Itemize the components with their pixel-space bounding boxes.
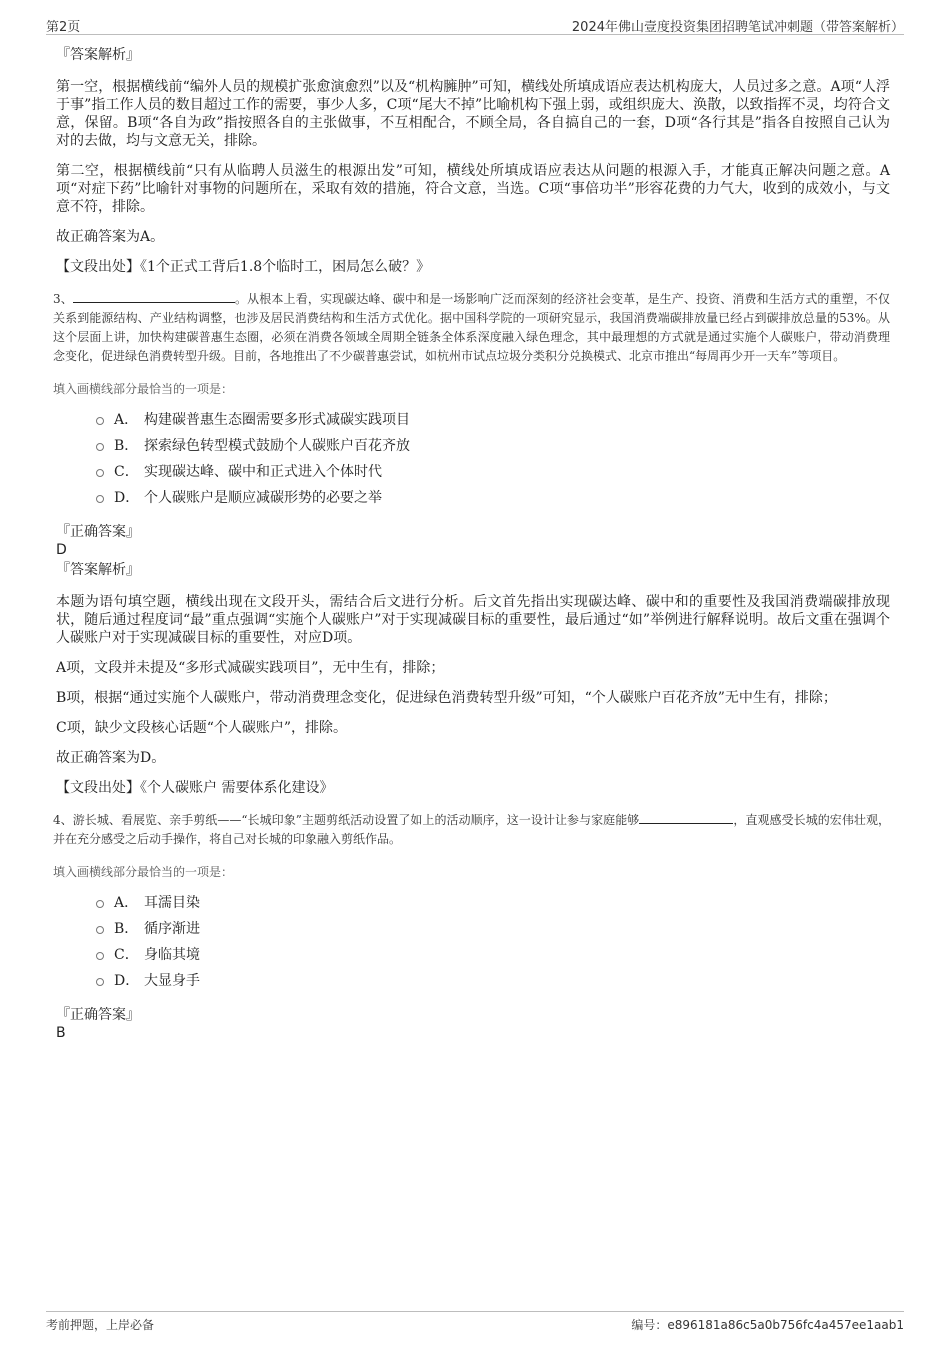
question-3-analysis-2: A项，文段并未提及“多形式减碳实践项目”，无中生有，排除； <box>56 660 445 676</box>
page-footer <box>46 1311 904 1334</box>
question-4-text-after: ，直观感受长城的宏伟壮观，并在充分感受之后动手操作，将自己对长城的印象融入剪纸作品。 <box>53 813 890 846</box>
radio-icon[interactable] <box>96 978 104 986</box>
radio-icon[interactable] <box>96 417 104 425</box>
question-3-analysis-4: C项，缺少文段核心话题“个人碳账户”，排除。 <box>56 720 348 736</box>
question-4-instruction: 填入画横线部分最恰当的一项是： <box>53 865 234 879</box>
question-3-answer-tag: 『正确答案』 <box>56 524 140 540</box>
footer-slogan: 考前押题，上岸必备 <box>46 1318 155 1332</box>
radio-icon[interactable] <box>96 926 104 934</box>
question-4-number: 4、 <box>53 813 73 827</box>
question-4-options <box>96 894 890 998</box>
question-3-analysis-3: B项，根据“通过实施个人碳账户，带动消费理念变化，促进绿色消费转型升级”可知，“个人碳账户百花齐放”无中生有，排除； <box>56 690 837 706</box>
question-3-number: 3、 <box>53 292 73 306</box>
footer-code-label: 编号： <box>631 1318 668 1332</box>
question-3-option-c[interactable]: C． 实现碳达峰、碳中和正式进入个体时代 <box>96 463 890 489</box>
question-3-analysis-tag: 『答案解析』 <box>56 562 140 578</box>
document-title: 2024年佛山壹度投资集团招聘笔试冲刺题（带答案解析） <box>571 20 904 35</box>
question-3-answer: D <box>56 542 67 558</box>
question-3-option-a[interactable]: A． 构建碳普惠生态圈需要多形式减碳实践项目 <box>96 411 890 437</box>
question-3-option-d[interactable]: D． 个人碳账户是顺应减碳形势的必要之举 <box>96 489 890 515</box>
question-3-blank <box>73 290 235 303</box>
radio-icon[interactable] <box>96 900 104 908</box>
question-4-option-a[interactable]: A． 耳濡目染 <box>96 894 890 920</box>
radio-icon[interactable] <box>96 443 104 451</box>
footer-code-value: e896181a86c5a0b756fc4a457ee1aab1 <box>667 1318 904 1332</box>
prev-analysis-paragraph-3: 故正确答案为A。 <box>56 229 165 245</box>
prev-source: 【文段出处】《1个正式工背后1.8个临时工，困局怎么破？》 <box>56 259 431 275</box>
question-4-answer-tag: 『正确答案』 <box>56 1007 140 1023</box>
prev-analysis-paragraph-1: 第一空，根据横线前“编外人员的规模扩张愈演愈烈”以及“机构臃肿”可知，横线处所填成语应表达机构庞大，人员过多之意。A项“人浮于事”指工作人员的数目超过工作的需要，事少人多，C项“尾大不掉”比喻机构下强上弱，或组织庞大、涣散，以致指挥不灵，均符合文意，保留。B项“各自为政”指按照各自的主张做事，不互相配合，不顾全局，各自搞自己的一套，D项“各行其是”指各自按照自己认为对的去做，均与文意无关，排除。 <box>56 79 890 149</box>
prev-analysis-tag: 『答案解析』 <box>56 47 140 63</box>
page-content <box>53 46 890 1044</box>
question-4-blank <box>639 811 733 824</box>
question-3-instruction: 填入画横线部分最恰当的一项是： <box>53 382 234 396</box>
question-4-option-d[interactable]: D． 大显身手 <box>96 972 890 998</box>
question-3-source: 【文段出处】《个人碳账户 需要体系化建设》 <box>56 780 334 796</box>
page-header <box>46 14 904 35</box>
question-3-analysis-1: 本题为语句填空题，横线出现在文段开头，需结合后文进行分析。后文首先指出实现碳达峰、碳中和的重要性及我国消费端碳排放现状，随后通过程度词“最”重点强调“实施个人碳账户”对于实现减碳目标的重要性，最后通过“如”举例进行解释说明。故后文重在强调个人碳账户对于实现减碳目标的重要性，对应D项。 <box>56 594 890 646</box>
radio-icon[interactable] <box>96 952 104 960</box>
question-4-option-b[interactable]: B． 循序渐进 <box>96 920 890 946</box>
question-4 <box>53 811 890 849</box>
prev-analysis-paragraph-2: 第二空，根据横线前“只有从临聘人员滋生的根源出发”可知，横线处所填成语应表达从问题的根源入手，才能真正解决问题之意。A项“对症下药”比喻针对事物的问题所在，采取有效的措施，符合文意，当选。C项“事倍功半”形容花费的力气大，收到的成效小，与文意不符，排除。 <box>56 163 890 215</box>
radio-icon[interactable] <box>96 495 104 503</box>
question-3-option-b[interactable]: B． 探索绿色转型模式鼓励个人碳账户百花齐放 <box>96 437 890 463</box>
question-4-option-c[interactable]: C． 身临其境 <box>96 946 890 972</box>
radio-icon[interactable] <box>96 469 104 477</box>
question-3-analysis-5: 故正确答案为D。 <box>56 750 166 766</box>
question-4-answer: B <box>56 1025 66 1041</box>
question-3-options <box>96 411 890 515</box>
question-3 <box>53 290 890 366</box>
question-4-text-before: 游长城、看展览、亲手剪纸——“长城印象”主题剪纸活动设置了如上的活动顺序，这一设计让参与家庭能够 <box>72 813 640 827</box>
footer-code <box>631 1316 904 1333</box>
page-number: 第2页 <box>46 20 81 35</box>
question-3-text: 。从根本上看，实现碳达峰、碳中和是一场影响广泛而深刻的经济社会变革，是生产、投资、消费和生活方式的重塑，不仅关系到能源结构、产业结构调整，也涉及居民消费结构和生活方式优化。据中国科学院的一项研究显示，我国消费端碳排放量已经占到碳排放总量的53%。从这个层面上讲，加快构建碳普惠生态圈，必须在消费各领域全周期全链条全体系深度融入绿色理念，其中最理想的方式就是通过实施个人碳账户，带动消费理念变化，促进绿色消费转型升级。目前，各地推出了不少碳普惠尝试，如杭州市试点垃圾分类积分兑换模式、北京市推出“每周再少开一天车”等项目。 <box>53 292 890 363</box>
